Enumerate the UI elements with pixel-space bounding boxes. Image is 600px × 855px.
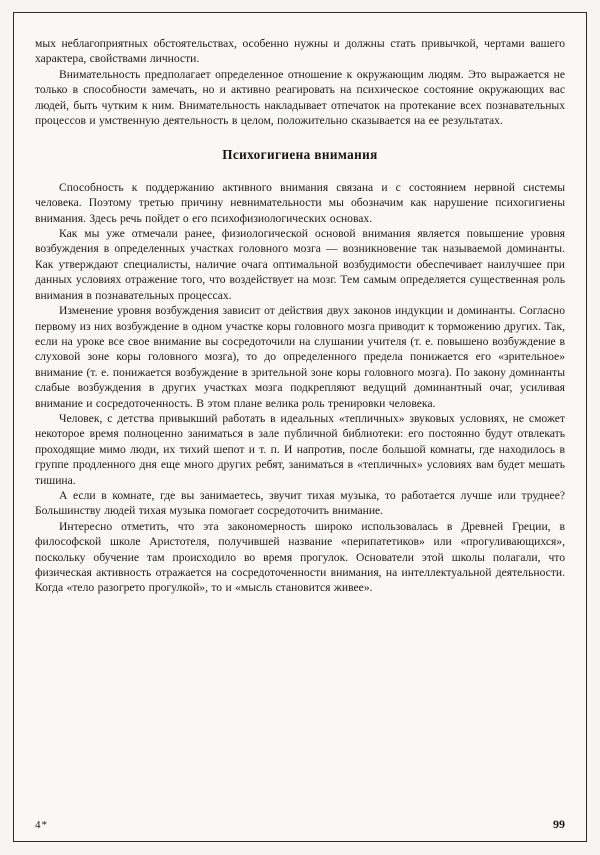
paragraph: мых неблагоприятных обстоятельствах, особенно нужны и должны стать привычкой, чертами вашего характера, свойствами личности. — [35, 37, 565, 66]
paragraph: Как мы уже отмечали ранее, физиологической основой внимания является повышение уровня возбуждения в определенных участках головного мозга — возникновение так называемой доминанты. Как утверждают специалисты, наличие очага оптимальной возбудимости обеспечивает наилучшее при данных условиях отражение того, что воздействует на мозг. Тем самым определяется существенная роль внимания в познавательных процессах. — [35, 227, 565, 302]
signature-mark: 4* — [35, 819, 48, 831]
paragraph: Изменение уровня возбуждения зависит от действия двух законов индукции и доминанты. Согласно первому из них возбуждение в одном участке коры головного мозга приводит к торможению других. Так, если на уроке все свое внимание вы сосредоточили на слушании учителя (т. е. повышено возбуждение в слуховой зоне коры головного мозга), то до определенного предела понижается его «зрительное» внимание (т. е. понижается возбуждение в зрительной зоне коры головного мозга). По закону доминанты слабые возбуждения в других участках мозга подкрепляют ведущий доминантный очаг, усиливая внимание и сосредоточенность. В этом плане велика роль тренировки человека. — [35, 304, 565, 410]
paragraph: Интересно отметить, что эта закономерность широко использовалась в Древней Греции, в философской школе Аристотеля, получившей название «перипатетиков» или «прогуливающихся», поскольку обучение там происходило во время прогулок. Основатели этой школы полагали, что физическая активность отражается на сосредоточенности внимания, на интеллектуальной деятельности. Когда «тело разогрето прогулкой», то и «мысль становится живее». — [35, 519, 565, 595]
text-column — [35, 36, 565, 596]
page-number: 99 — [553, 817, 565, 831]
section-heading: Психогигиена внимания — [222, 147, 378, 163]
paragraph: А если в комнате, где вы занимаетесь, звучит тихая музыка, то работается лучше или труднее? Большинству людей тихая музыка помогает сосредоточить внимание. — [35, 488, 565, 518]
page-footer — [35, 817, 565, 832]
paragraph: Внимательность предполагает определенное отношение к окружающим людям. Это выражается не только в способности замечать, но и активно реагировать на психическое состояние окружающих вас людей, быть чутким к ним. Внимательность накладывает отпечаток на протекание всех познавательных процессов и умственную деятельность в целом, положительно сказывается на ее результатах. — [35, 67, 565, 128]
paragraph: Способность к поддержанию активного внимания связана и с состоянием нервной системы человека. Поэтому третью причину невнимательности мы обозначим как нарушение психогигиены внимания. Здесь речь пойдет о его психофизиологических основах. — [35, 180, 565, 225]
book-page — [13, 12, 587, 842]
paragraph: Человек, с детства привыкший работать в идеальных «тепличных» звуковых условиях, не сможет некоторое время полноценно заниматься в зале публичной библиотеки: его постоянно будут отвлекать проходящие мимо люди, их тихий шепот и т. п. И напротив, после большой комнаты, где находилось в группе продленного дня еще много других ребят, заниматься в «тепличных» условиях вам будет мешать тишина. — [35, 411, 565, 487]
